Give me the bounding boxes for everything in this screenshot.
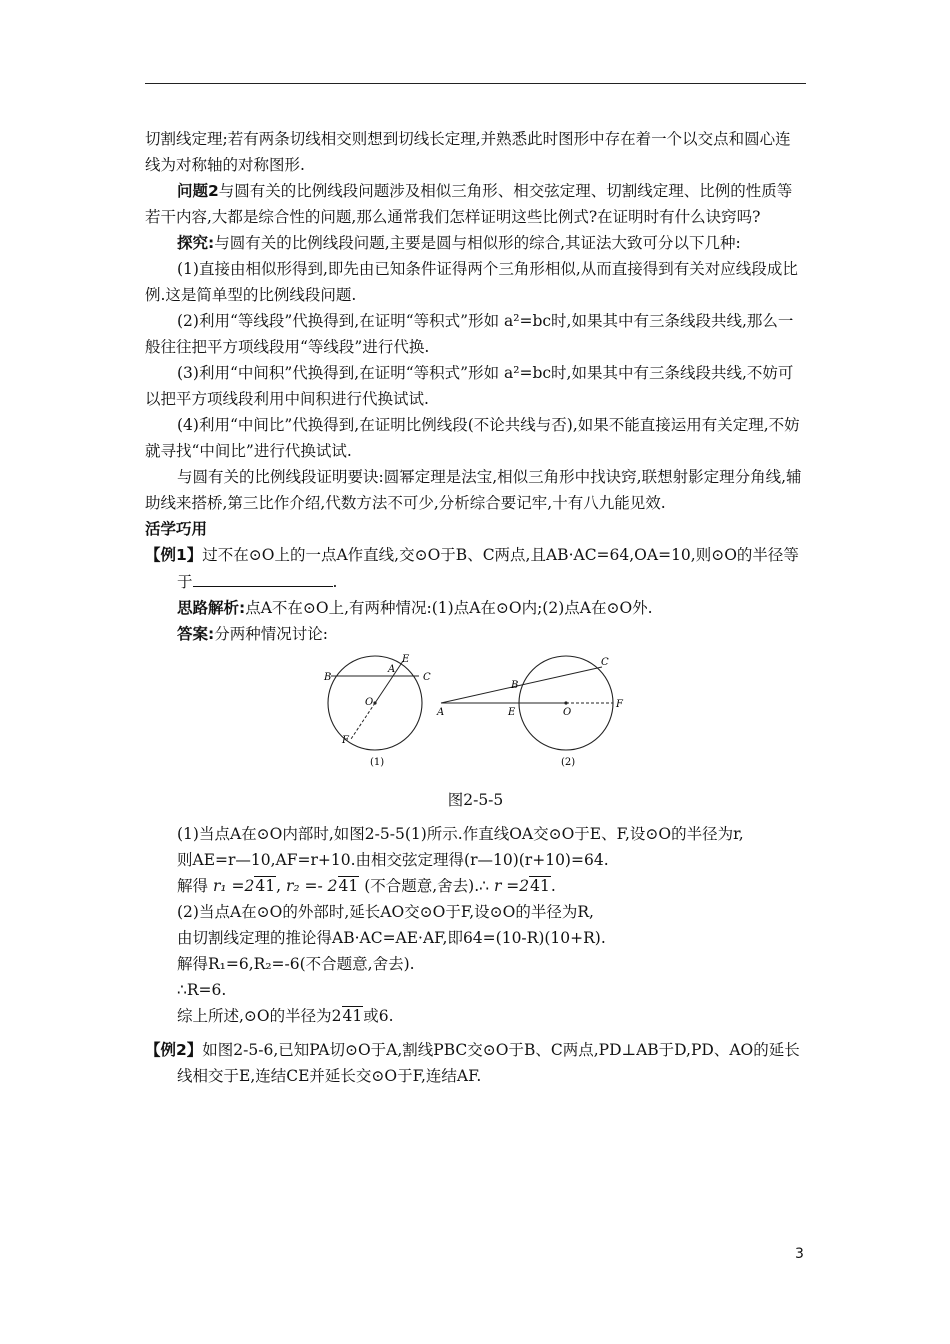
sqrt-41-d: 41 [342,1007,363,1025]
solve-word: 解得 [177,877,209,895]
fig2-label-b: B [511,680,519,691]
root-r: r =2 [493,877,530,895]
method-3: (3)利用“中间积”代换得到,在证明“等积式”形如 a²=bc时,如果其中有三条线段共线,不妨可以把平方项线段利用中间积进行代换试试. [145,364,794,408]
fig1-caption: (1) [370,757,385,768]
solution-line-5: 由切割线定理的推论得AB·AC=AE·AF,即64=(10-R)(10+R). [177,929,606,947]
example-1-answer [145,621,806,647]
sqrt-41-c: 41 [530,877,550,895]
section-title: 活学巧用 [145,520,208,538]
root-r1: r₁ =2 [212,877,255,895]
fig1-label-o: O [365,697,374,708]
solution-line-2: 则AE=r—10,AF=r+10.由相交弦定理得(r—10)(r+10)=64. [177,851,609,869]
page-number: 3 [795,1246,804,1262]
explore-label: 探究: [177,234,215,252]
fig1-label-c: C [423,672,431,683]
page-body [145,126,806,1089]
example-1-question [145,542,806,595]
method-1: (1)直接由相似形得到,即先由已知条件证得两个三角形相似,从而直接得到有关对应线段成比例.这是简单型的比例线段问题. [145,260,798,304]
example-2-label: 【例2】 [145,1041,203,1059]
example-2-text: 如图2-5-6,已知PA切⊙O于A,割线PBC交⊙O于B、C两点,PD⊥AB于D,PD、AO的延长线相交于E,连结CE并延长交⊙O于F,连结AF. [177,1041,800,1085]
example-2-question [145,1037,806,1089]
answer-blank [193,568,333,587]
answer-text: 分两种情况讨论: [214,625,328,643]
answer-label: 答案: [177,625,215,643]
conclusion-coef: 2 [331,1007,342,1025]
solution-case-1: (1)当点A在⊙O内部时,如图2-5-5(1)所示.作直线OA交⊙O于E、F,设⊙O的半径为r, [177,825,744,843]
fig2-label-f: F [616,699,623,710]
conclusion-text: 综上所述,⊙O的半径为 [177,1007,332,1025]
fig2-label-c: C [601,657,609,668]
question-2-label: 问题2 [177,182,219,200]
question-2-text: 与圆有关的比例线段问题涉及相似三角形、相交弦定理、切割线定理、比例的性质等若干内容,大都是综合性的问题,那么通常我们怎样证明这些比例式?在证明时有什么诀窍吗? [145,182,793,226]
explore [145,230,806,256]
solution-line-3: 解得 r₁ =241, r₂ =- 241 (不合题意,舍去).∴ r =241. [177,877,556,895]
solution-line-6: 解得R₁=6,R₂=-6(不合题意,舍去). [177,955,415,973]
sqrt-41-a: 41 [255,877,276,895]
figure-2-5-5 [145,653,806,771]
fig1-line-of [351,703,375,739]
solution-line-7: ∴R=6. [177,981,227,999]
analysis-text: 点A不在⊙O上,有两种情况:(1)点A在⊙O内;(2)点A在⊙O外. [245,599,653,617]
example-1-text: 过不在⊙O上的一点A作直线,交⊙O于B、C两点,且AB·AC=64,OA=10,则⊙O的半径等于 [177,546,799,591]
example-1-label: 【例1】 [145,546,203,564]
fig2-caption: (2) [561,757,576,768]
figure-caption: 图2-5-5 [447,791,504,809]
example-1-end: . [332,573,338,591]
fig2-center-dot [564,701,567,704]
fig2-label-a: A [437,707,445,718]
root-r2: r₂ =- 2 [285,877,338,895]
fig2-secant-ac [441,667,602,703]
fig1-center-dot [373,701,376,704]
proof-rhyme: 与圆有关的比例线段证明要诀:圆幂定理是法宝,相似三角形中找诀窍,联想射影定理分角线,辅助线来搭桥,第三比作介绍,代数方法不可少,分析综合要记牢,十有八九能见效. [145,468,802,512]
circle-diagrams [315,653,635,771]
method-4: (4)利用“中间比”代换得到,在证明比例线段(不论共线与否),如果不能直接运用有关定理,不妨就寻找“中间比”进行代换试试. [145,416,800,460]
solution-case-2: (2)当点A在⊙O的外部时,延长AO交⊙O于F,设⊙O的半径为R, [177,903,594,921]
paragraph-tangent: 切割线定理;若有两条切线相交则想到切线长定理,并熟悉此时图形中存在着一个以交点和圆心连线为对称轴的对称图形. [145,130,791,174]
header-rule [145,83,806,84]
example-1-analysis [145,595,806,621]
fig2-label-e: E [508,707,516,718]
fig1-label-b: B [324,672,332,683]
fig1-label-f: F [342,735,349,746]
solution-conclusion [145,1003,806,1029]
question-2 [145,178,806,230]
sqrt-41-b: 41 [338,877,359,895]
method-2: (2)利用“等线段”代换得到,在证明“等积式”形如 a²=bc时,如果其中有三条线段共线,那么一般往往把平方项线段用“等线段”进行代换. [145,312,794,356]
conclusion-end: 或6. [363,1007,394,1025]
reject-note: (不合题意,舍去).∴ [364,877,490,895]
explore-text: 与圆有关的比例线段问题,主要是圆与相似形的综合,其证法大致可分以下几种: [214,234,741,252]
fig1-label-a: A [388,664,396,675]
fig2-label-o: O [563,707,572,718]
fig1-label-e: E [402,654,410,665]
analysis-label: 思路解析: [177,599,246,617]
